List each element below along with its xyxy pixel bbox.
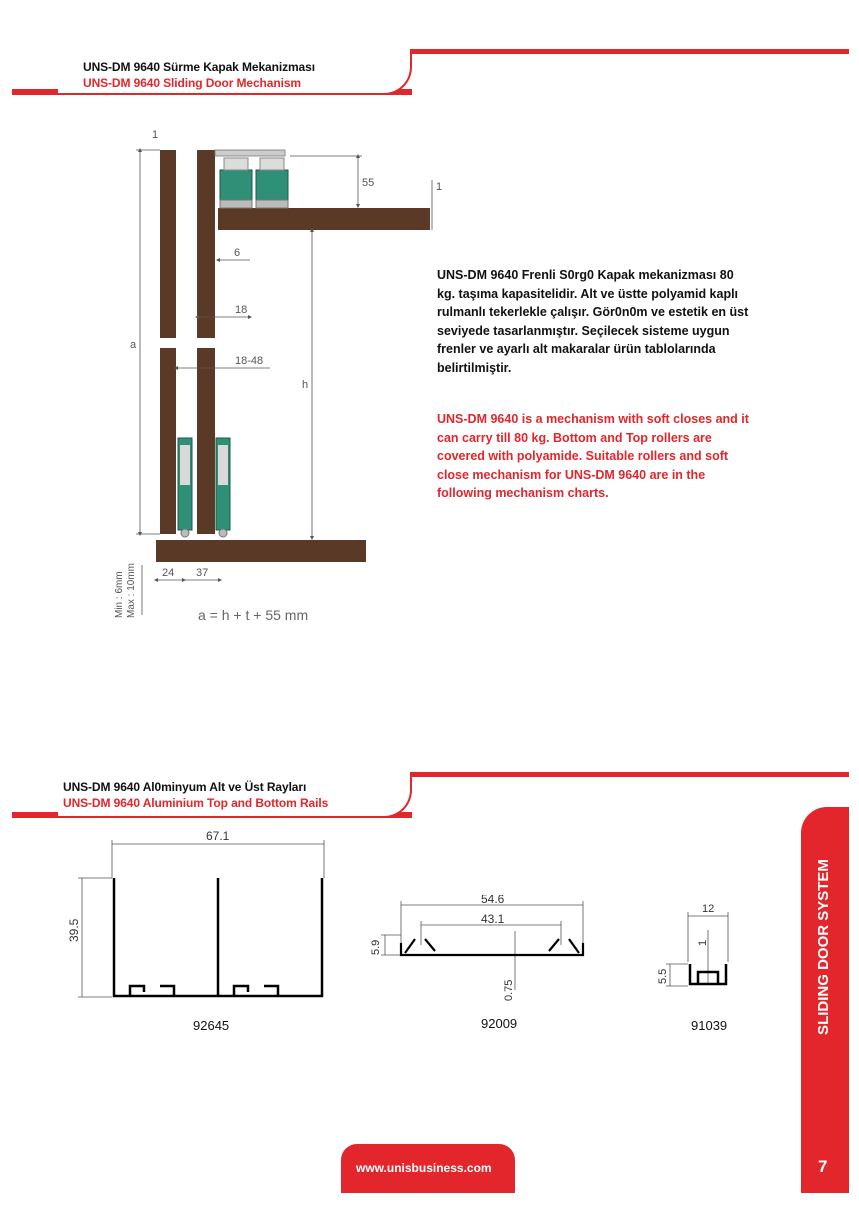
profile-92009-width-inner: 43.1	[481, 912, 505, 926]
profile-92009-thickness: 0.75	[503, 979, 515, 1001]
section-title-en: UNS-DM 9640 Sliding Door Mechanism	[83, 76, 301, 90]
profile-92009-drawing	[365, 895, 595, 1005]
dim-1-top: 1	[152, 129, 159, 141]
mechanism-drawing	[100, 120, 450, 640]
footer-url-pill	[341, 1144, 515, 1193]
bottom-roller-right	[216, 438, 230, 537]
label-h: h	[302, 379, 309, 391]
door-panel-left-upper	[160, 150, 176, 338]
profile-92009-height: 5.9	[370, 939, 382, 955]
dim-37: 37	[196, 567, 209, 579]
door-panel-left-lower	[160, 348, 176, 534]
top-shelf	[218, 208, 430, 230]
bottom-shelf	[156, 540, 366, 562]
gap-max: Max : 10mm	[126, 562, 137, 618]
description-tr: UNS-DM 9640 Frenli S0rg0 Kapak mekanizması 80 kg. taşıma kapasitelidir. Alt ve üstte polyamid kaplı rulmanlı tekerlekle çalışır. Gör0n0m ve estetik en üst seviyede tasarlanmıştır. Seçilecek sisteme uygun frenler ve ayarlı alt makaralar ürün tablolarında belirtilmiştir.	[437, 268, 749, 375]
footer-url[interactable]: www.unisbusiness.com	[356, 1161, 492, 1175]
profile-92645-width: 67.1	[206, 830, 230, 843]
profile-92645-drawing	[60, 830, 340, 1015]
top-roller-right	[256, 158, 288, 208]
profile-92645-code: 92645	[193, 1018, 230, 1033]
description-en: UNS-DM 9640 is a mechanism with soft closes and it can carry till 80 kg. Bottom and Top rollers are covered with polyamide. Suitable rollers and soft close mechanism for UNS-DM 9640 are in the following mechanism charts.	[437, 412, 749, 501]
header-rule-2-top	[400, 772, 849, 777]
top-roller-left	[220, 158, 252, 208]
header-rule-top	[400, 49, 849, 54]
door-panel-right-upper	[197, 150, 215, 338]
gap-min: Min : 6mm	[114, 571, 125, 618]
profile-92009-code: 92009	[481, 1016, 518, 1031]
section-header	[58, 49, 412, 95]
dim-55: 55	[362, 177, 375, 189]
page-number: 7	[818, 1157, 828, 1176]
profile-91039-height: 5.5	[657, 968, 669, 984]
dim-18: 18	[235, 304, 248, 316]
profile-91039-drawing	[650, 900, 760, 1000]
label-a: a	[130, 339, 137, 351]
bottom-roller-left	[178, 438, 192, 537]
section-title-tr: UNS-DM 9640 Sürme Kapak Mekanizması	[83, 60, 315, 74]
profile-91039-code: 91039	[691, 1018, 728, 1033]
section2-title-tr: UNS-DM 9640 Al0minyum Alt ve Üst Rayları	[63, 780, 307, 794]
formula: a = h + t + 55 mm	[198, 607, 309, 623]
section2-title-en: UNS-DM 9640 Aluminium Top and Bottom Rails	[63, 796, 329, 810]
side-tab	[801, 807, 849, 1193]
profile-92645-height: 39.5	[67, 918, 81, 942]
dim-18-48: 18-48	[235, 355, 264, 367]
side-tab-label: SLIDING DOOR SYSTEM	[815, 859, 832, 1035]
dim-1-right: 1	[436, 181, 443, 193]
profile-91039-wall: 1	[697, 939, 709, 946]
dim-6: 6	[234, 247, 241, 259]
door-panel-right-lower	[197, 348, 215, 534]
section-header-2	[58, 772, 412, 818]
dim-24: 24	[162, 567, 175, 579]
profile-91039-width: 12	[702, 903, 715, 915]
profile-92009-width-outer: 54.6	[481, 895, 505, 906]
